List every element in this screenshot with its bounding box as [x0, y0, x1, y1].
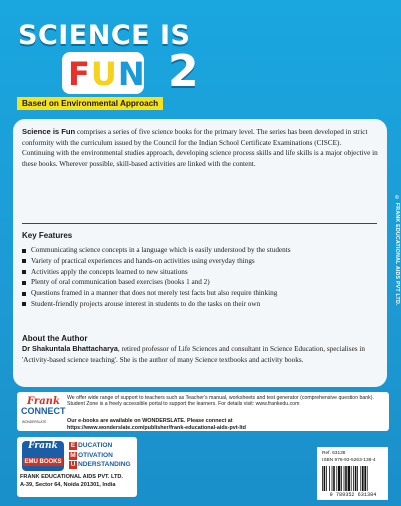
key-feature-item: Student-friendly projects arouse interest in students to do the tasks on their own [22, 299, 378, 310]
ebook-line-1-pre: Our e-books are available on [67, 418, 143, 424]
key-feature-item: Activities apply the concepts learned to new situations [22, 267, 378, 278]
emu-word-rest: NDERSTANDING [78, 461, 131, 469]
copyright-spine: © FRANK EDUCATIONAL AIDS PVT LTD. [394, 195, 400, 306]
emu-cap: E [70, 442, 76, 449]
frank-connect-logo-frank: Frank [27, 396, 60, 407]
fun-letter-u: U [90, 55, 118, 93]
wonderslate-brand: WONDERSLATE [142, 418, 185, 424]
emu-acronym [69, 441, 137, 470]
author-bio [22, 344, 378, 365]
emu-word-rest: DUCATION [78, 442, 113, 449]
intro-paragraph-2: Continuing with the environmental studies approach, developing science process skills and life skills is a major objective in these books. Wherever possible, skill-based activities are linked with the content. [22, 149, 378, 168]
emu-cap: M [70, 451, 76, 459]
ebook-line-1-post: . Please connect at [184, 418, 233, 424]
key-feature-item: Variety of practical experiences and hands-on activities using everyday things [22, 256, 378, 267]
key-feature-item: Questions framed in a manner that does not merely test facts but also require thinking [22, 288, 378, 299]
publisher-name: FRANK EDUCATIONAL AIDS PVT. LTD. [20, 474, 123, 480]
barcode-icon [322, 466, 384, 491]
frank-connect-logo [21, 396, 66, 428]
publisher-logo-emu: EMU BOOKS [24, 459, 62, 465]
series-title-line1: SCIENCE IS [18, 20, 191, 51]
publisher-logo-frank: Frank [28, 441, 58, 451]
key-features-heading: Key Features [22, 231, 73, 240]
emu-word-rest: OTIVATION [78, 451, 113, 459]
frank-connect-logo-connect: CONNECT [21, 406, 66, 416]
section-divider [22, 223, 377, 224]
isbn: ISBN 978-93-5263-138-4 [322, 458, 376, 463]
frank-connect-logo-sub: WONDERSLATE [22, 420, 47, 424]
key-feature-item: Plenty of oral communication based exercises (books 1 and 2) [22, 277, 378, 288]
intro-text [22, 127, 378, 169]
fun-letter-n: N [117, 55, 146, 93]
emu-word [69, 441, 137, 451]
emu-cap: U [70, 461, 76, 469]
publisher-address: A-39, Sector 64, Noida 201301, India [20, 481, 116, 488]
series-tagline: Based on Environmental Approach [17, 97, 163, 110]
author-name: Dr Shakuntala Bhattacharya [22, 344, 118, 353]
intro-paragraph-1-text: comprises a series of five science books for the primary level. The series has been developed in strict conformity with the curriculum issued by the Council for the Indian School Certificate Examinations (CISCE). [22, 128, 368, 147]
fun-letter-f: F [68, 55, 91, 93]
barcode-number: 9 789352 631384 [329, 492, 377, 498]
author-heading: About the Author [22, 334, 88, 343]
author-bio-text: , retired professor of Life Sciences and consultant in Science Education, specialises in 'Activity-based science teaching'. She is the author of many Science textbooks and activity books. [22, 345, 365, 364]
intro-lead: Science is Fun [22, 127, 76, 136]
ref-number: Ref. 63138 [322, 451, 346, 456]
grade-number: 2 [168, 46, 199, 97]
ebook-line-1 [67, 418, 385, 425]
emu-word [69, 451, 137, 461]
series-title-fun [68, 55, 146, 93]
intro-paragraph-1 [22, 127, 378, 148]
key-features-list [22, 245, 378, 310]
wonderslate-link[interactable]: https://www.wonderslate.com/publisher/frank-educational-aids-pvt-ltd [67, 424, 246, 431]
key-feature-item: Communicating science concepts in a language which is easily understood by the students [22, 245, 378, 256]
ebook-info [67, 418, 385, 431]
publisher-name-address [20, 474, 138, 489]
emu-word [69, 460, 137, 470]
teacher-support-text: We offer wide range of support to teachers such as Teacher's manual, worksheets and test generator (comprehensive question bank). Student Zone is a freely accessible portal to support the learners. For details visit: www.frankedu.com [67, 395, 374, 408]
